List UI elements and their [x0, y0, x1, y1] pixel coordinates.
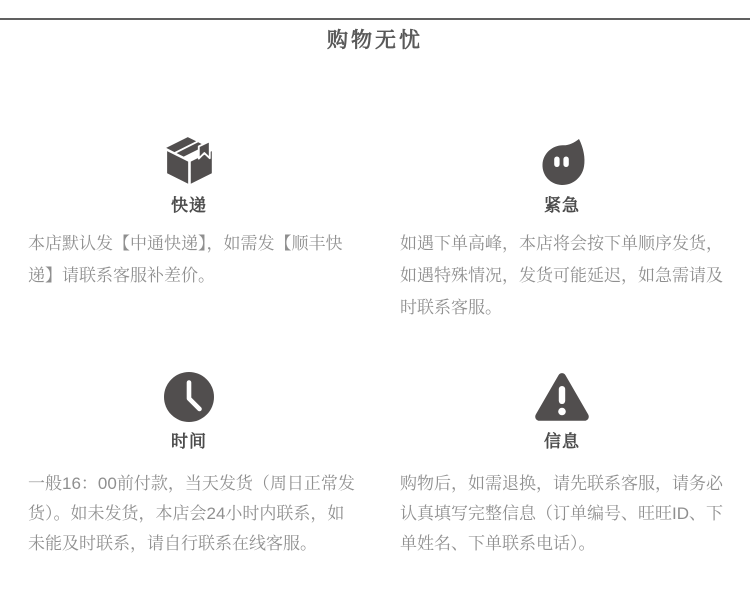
feature-label-info: 信息 [544, 432, 580, 451]
feature-text-time: 一般16：00前付款，当天发货（周日正常发货）。如未发货，本店会24小时内联系，如未能及时联系，请自行联系在线客服。 [28, 474, 355, 553]
feature-label-express: 快递 [171, 196, 207, 215]
package-icon [109, 131, 269, 187]
clock-icon [109, 367, 269, 423]
feature-label-urgent: 紧急 [544, 196, 580, 215]
feature-text-express: 本店默认发【中通快递】，如需发【顺丰快递】请联系客服补差价。 [28, 234, 343, 285]
feature-express [109, 131, 269, 216]
feature-urgent [482, 131, 642, 216]
warning-triangle-icon [482, 367, 642, 423]
feature-text-info: 购物后，如需退换，请先联系客服，请务必认真填写完整信息（订单编号、旺旺ID、下单姓名、下单联系电话）。 [400, 474, 723, 553]
speech-bubble-icon [482, 131, 642, 187]
feature-time [109, 367, 269, 452]
top-divider [0, 18, 750, 20]
feature-info [482, 367, 642, 452]
feature-text-urgent: 如遇下单高峰，本店将会按下单顺序发货，如遇特殊情况，发货可能延迟，如急需请及时联系客服。 [400, 234, 723, 317]
page-title: 购物无忧 [327, 29, 423, 52]
feature-label-time: 时间 [171, 432, 207, 451]
